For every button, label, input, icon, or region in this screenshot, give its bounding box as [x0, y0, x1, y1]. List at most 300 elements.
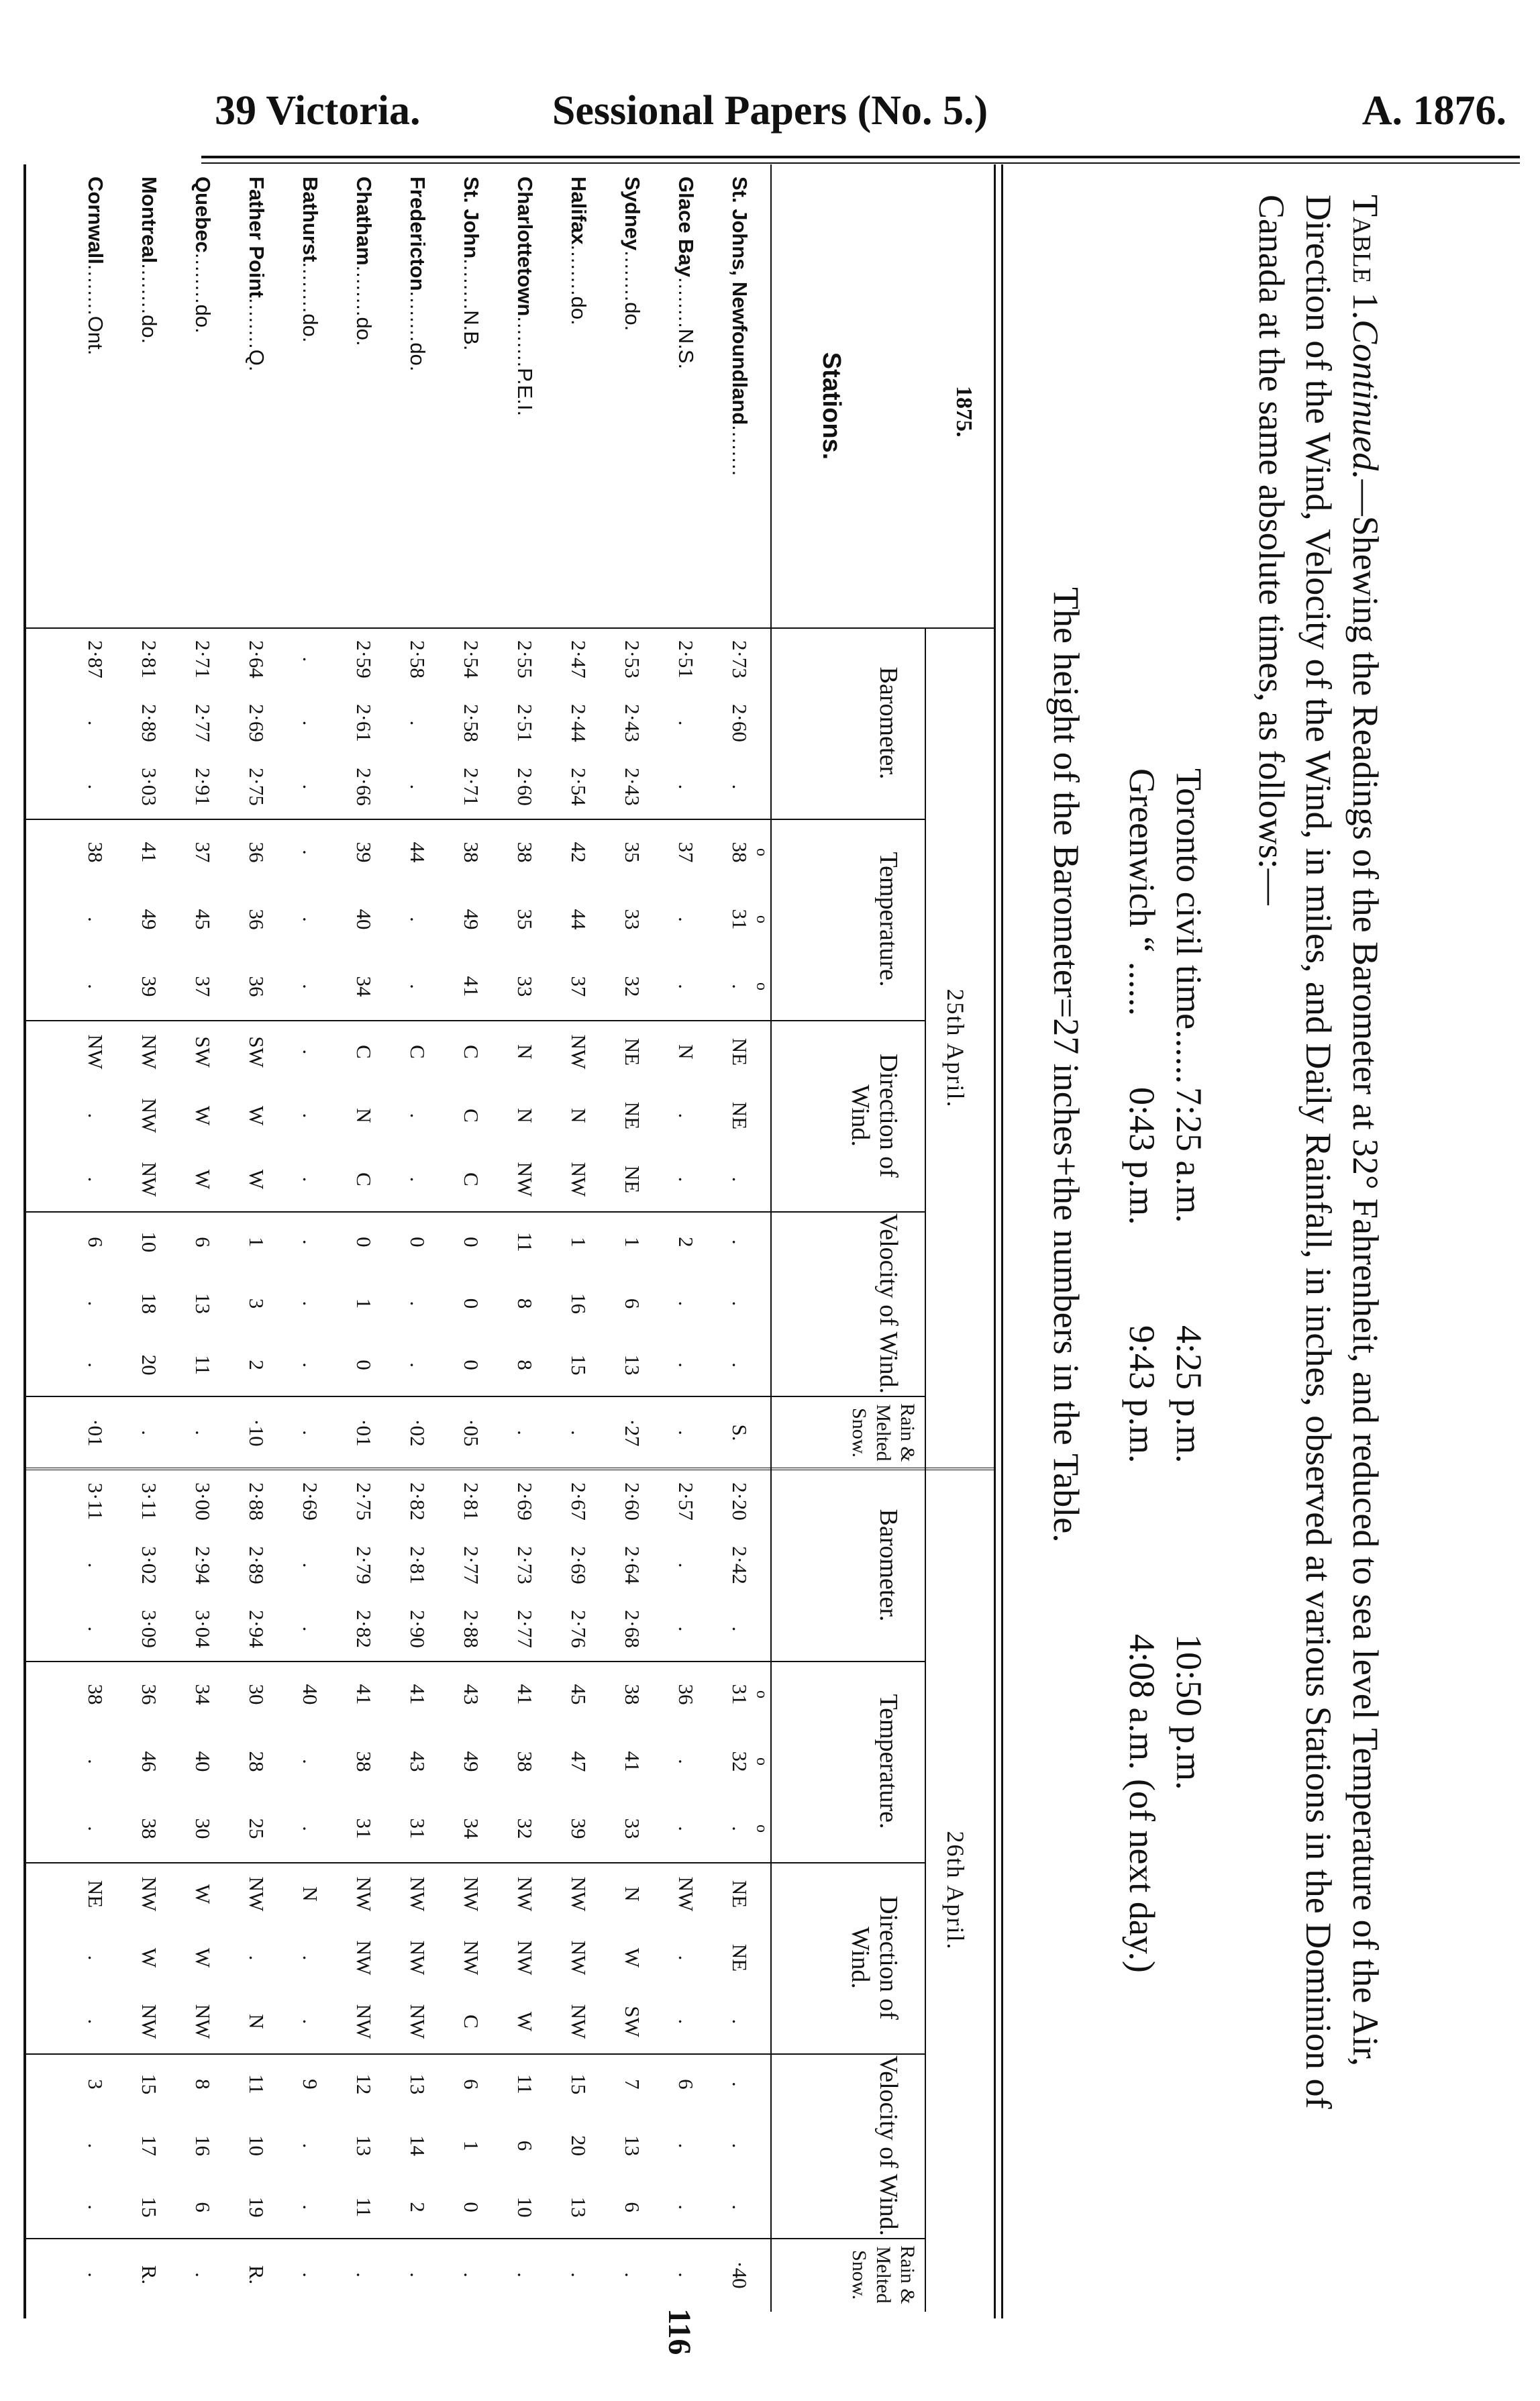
station-column-rule — [23, 627, 994, 629]
table-cell: 2·58 — [460, 704, 483, 742]
table-cell: 11 — [352, 2197, 376, 2218]
table-cell: . — [674, 784, 698, 790]
toronto-time-1: 7:25 a.m. — [1169, 1087, 1209, 1223]
table-cell: 2·54 — [567, 768, 591, 806]
weather-table — [23, 164, 1003, 2318]
table-cell: 6 — [84, 1237, 107, 1247]
table-cell: C — [406, 1045, 429, 1059]
table-cell: NW — [674, 1876, 698, 1912]
table-cell: . — [674, 1826, 698, 1831]
table-cell: 36 — [245, 841, 268, 863]
province-label: do. — [406, 342, 429, 372]
table-cell: 2·69 — [245, 704, 268, 742]
rain-cell: ·27 — [621, 1419, 644, 1447]
station-label: Chatham — [352, 176, 376, 266]
table-cell: 2 — [674, 1237, 698, 1247]
table-cell: 2·60 — [621, 1482, 644, 1521]
station-name — [352, 176, 376, 346]
rain-cell: . — [513, 2272, 537, 2278]
table-cell: 2·87 — [84, 640, 107, 678]
table-cell: 36 — [674, 1684, 698, 1705]
table-cell: NW — [191, 2004, 215, 2039]
table-cell: 2·53 — [621, 640, 644, 678]
table-cell: 3·02 — [138, 1546, 161, 1584]
province-label: N.S. — [674, 328, 698, 370]
table-cell: 3·03 — [138, 768, 161, 806]
table-cell: . — [674, 720, 698, 726]
table-cell: 38 — [728, 841, 752, 863]
leader-dots: ........ — [245, 297, 268, 350]
table-cell: 3·09 — [138, 1610, 161, 1648]
period-label: 26th April. — [942, 1831, 969, 1951]
station-name — [244, 176, 268, 371]
table-cell: NW — [406, 1940, 429, 1976]
table-top-rule — [994, 164, 1003, 2318]
table-cell: . — [674, 2143, 698, 2149]
table-cell: 7 — [621, 2079, 644, 2090]
table-cell: 2·71 — [460, 768, 483, 806]
table-cell: 1 — [460, 2140, 483, 2151]
table-cell: N — [513, 1108, 537, 1123]
table-cell: 6 — [674, 2079, 698, 2090]
table-cell: 45 — [567, 1684, 591, 1705]
table-cell: NW — [138, 1034, 161, 1070]
rain-cell: . — [299, 2272, 322, 2278]
table-cell: 2 — [245, 1360, 268, 1370]
table-cell: 15 — [138, 2074, 161, 2095]
table-cell: . — [728, 1362, 752, 1368]
station-label: Quebec — [191, 176, 215, 253]
table-cell: W — [138, 1947, 161, 1968]
table-cell: C — [460, 1045, 483, 1059]
station-name — [620, 176, 644, 331]
table-cell: 2 — [406, 2202, 429, 2212]
table-cell: NW — [567, 1876, 591, 1912]
table-cell: . — [674, 1113, 698, 1119]
table-cell: 2·94 — [245, 1610, 268, 1648]
table-cell: NW — [352, 1940, 376, 1976]
table-cell: 8 — [513, 1298, 537, 1309]
table-cell: NW — [352, 2004, 376, 2039]
table-cell: 6 — [191, 2202, 215, 2212]
table-cell: . — [84, 2143, 107, 2149]
table-cell: . — [299, 1239, 322, 1245]
table-cell: 20 — [567, 2135, 591, 2156]
table-cell: . — [406, 984, 429, 989]
table-cell: NE — [728, 1880, 752, 1908]
table-cell: 32 — [621, 976, 644, 997]
period-rule — [925, 1470, 926, 2312]
table-cell: . — [406, 1176, 429, 1182]
table-cell: . — [299, 1176, 322, 1182]
table-cell: 43 — [406, 1751, 429, 1772]
rain-cell: ·40 — [728, 2261, 752, 2289]
table-cell: 37 — [191, 841, 215, 863]
toronto-time-3: 10:50 p.m. — [1169, 1634, 1209, 1790]
table-cell: 2·64 — [621, 1546, 644, 1584]
table-cell: 31 — [728, 1684, 752, 1705]
table-cell: . — [84, 720, 107, 726]
province-label: N.B. — [460, 310, 483, 351]
station-name — [459, 176, 483, 350]
table-cell: NW — [513, 1940, 537, 1976]
rain-cell: ·01 — [84, 1419, 107, 1447]
column-head: Barometer. — [874, 1509, 903, 1622]
table-cell: 15 — [138, 2196, 161, 2218]
table-cell: 2·69 — [513, 1482, 537, 1521]
table-cell: 6 — [191, 1237, 215, 1247]
station-name — [191, 176, 215, 334]
table-cell: . — [299, 1955, 322, 1961]
station-label: Glace Bay — [674, 176, 698, 277]
table-cell: N — [674, 1044, 698, 1060]
table-cell: . — [406, 917, 429, 922]
table-cell: 2·77 — [191, 704, 215, 742]
table-cell: . — [84, 2204, 107, 2210]
table-cell: . — [84, 2019, 107, 2025]
table-cell: W — [191, 1105, 215, 1126]
table-cell: 10 — [513, 2196, 537, 2218]
table-cell: NW — [513, 1162, 537, 1197]
table-cell: . — [674, 1955, 698, 1961]
table-cell: NE — [728, 1037, 752, 1066]
header-title: Sessional Papers (No. 5.) — [552, 88, 988, 134]
station-label: St. Johns, Newfoundland — [728, 176, 752, 425]
table-cell: 33 — [513, 976, 537, 997]
province-label: do. — [299, 313, 322, 343]
rain-cell: . — [621, 2272, 644, 2278]
table-cell: 13 — [191, 1292, 215, 1314]
table-cell: 2·51 — [513, 704, 537, 742]
column-head: Rain & Melted Snow. — [848, 1403, 919, 1462]
table-cell: . — [299, 784, 322, 790]
table-cell: 35 — [621, 841, 644, 863]
table-cell: NW — [567, 2004, 591, 2039]
rain-cell: . — [674, 1430, 698, 1435]
table-cell: 37 — [567, 976, 591, 997]
table-cell: 0 — [460, 1360, 483, 1370]
table-cell: W — [513, 2011, 537, 2032]
province-label: do. — [352, 317, 376, 346]
table-cell: . — [728, 1300, 752, 1307]
table-cell: 25 — [245, 1818, 268, 1839]
table-cell: 6 — [621, 2202, 644, 2212]
table-cell: NW — [567, 1034, 591, 1070]
table-cell: N — [567, 1108, 591, 1123]
table-cell: NE — [728, 1943, 752, 1972]
province-label: Ont. — [84, 315, 107, 356]
table-cell: N — [299, 1886, 322, 1902]
table-cell: 39 — [138, 976, 161, 997]
table-cell: 35 — [513, 909, 537, 930]
table-cell: 32 — [513, 1818, 537, 1839]
rain-cell: . — [84, 2272, 107, 2278]
leader-dots: ........ — [460, 258, 483, 311]
leader-dots: ........ — [621, 250, 644, 303]
table-cell: C — [352, 1172, 376, 1186]
table-cell: 18 — [138, 1292, 161, 1314]
table-cell: . — [406, 1300, 429, 1307]
table-cell: 2·90 — [406, 1610, 429, 1648]
leader-dots: ........ — [674, 276, 698, 329]
table-cell: 2·64 — [245, 640, 268, 678]
table-cell: SW — [191, 1036, 215, 1068]
rain-cell: ·10 — [245, 1419, 268, 1447]
table-cell: 34 — [460, 1818, 483, 1839]
table-cell: 2·67 — [567, 1482, 591, 1521]
table-cell: 38 — [84, 1684, 107, 1705]
table-cell: 2·20 — [728, 1482, 752, 1521]
table-cell: 2·42 — [728, 1546, 752, 1584]
table-cell: 43 — [460, 1684, 483, 1705]
leader-dots: ........ — [728, 425, 752, 477]
table-cell: 1 — [621, 1237, 644, 1247]
table-cell: N — [621, 1886, 644, 1902]
table-cell: NW — [567, 1162, 591, 1197]
table-cell: . — [299, 1826, 322, 1831]
table-cell: . — [84, 1113, 107, 1119]
table-cell: NE — [621, 1037, 644, 1066]
leader-dots: ........ — [567, 244, 591, 297]
table-number: Table 1. — [1345, 195, 1386, 320]
table-cell: . — [299, 917, 322, 922]
table-cell: . — [299, 1300, 322, 1307]
table-cell: 34 — [352, 976, 376, 997]
table-cell: . — [674, 984, 698, 989]
station-name — [566, 176, 591, 325]
table-cell: 3·11 — [138, 1482, 161, 1521]
table-cell: 3 — [245, 1298, 268, 1309]
table-cell: 6 — [621, 1298, 644, 1309]
day-divider-rule — [23, 1468, 994, 1474]
table-cell: NW — [567, 1940, 591, 1976]
table-cell: 2·60 — [728, 704, 752, 742]
table-cell: . — [406, 720, 429, 726]
station-label: Father Point — [245, 176, 268, 298]
table-cell: SW — [621, 2006, 644, 2037]
table-cell: 2·81 — [406, 1546, 429, 1584]
table-cell: 2·76 — [567, 1610, 591, 1648]
table-cell: NW — [406, 1876, 429, 1912]
table-cell: 0 — [406, 1237, 429, 1247]
table-cell: 13 — [406, 2074, 429, 2095]
table-cell: . — [674, 1626, 698, 1632]
degree-mark: o — [753, 848, 770, 856]
table-cell: . — [299, 1626, 322, 1632]
table-cell: 2·59 — [352, 640, 376, 678]
table-cell: . — [728, 2143, 752, 2149]
station-label: Charlottetown — [513, 176, 537, 317]
leader-dots: ........ — [352, 265, 376, 317]
table-bottom-rule — [23, 164, 26, 2318]
rain-cell: . — [352, 2272, 376, 2278]
province-label: do. — [138, 315, 161, 344]
toronto-label: Toronto civil time...... — [1169, 768, 1209, 1084]
station-name — [405, 176, 429, 372]
table-cell: 40 — [191, 1751, 215, 1772]
table-cell: . — [299, 984, 322, 989]
table-cell: 2·54 — [460, 640, 483, 678]
table-cell: 2·89 — [138, 704, 161, 742]
table-cell: . — [299, 850, 322, 855]
table-cell: 46 — [138, 1751, 161, 1772]
table-cell: . — [674, 1176, 698, 1182]
table-cell: 13 — [352, 2135, 376, 2156]
station-name — [298, 176, 322, 342]
subhead-rule — [770, 627, 772, 1470]
table-cell: 2·77 — [513, 1610, 537, 1648]
table-cell: 2·68 — [621, 1610, 644, 1648]
column-head: Rain & Melted Snow. — [848, 2245, 919, 2304]
degree-mark: o — [753, 1690, 770, 1698]
rain-cell: ·05 — [460, 1419, 483, 1447]
table-cell: 15 — [567, 2074, 591, 2095]
table-cell: . — [299, 2204, 322, 2210]
table-cell: 6 — [513, 2140, 537, 2151]
table-cell: 2·88 — [245, 1482, 268, 1521]
table-cell: . — [728, 984, 752, 989]
table-cell: NW — [513, 1876, 537, 1912]
province-label: P.E.I. — [513, 368, 537, 417]
table-cell: . — [299, 1562, 322, 1568]
table-cell: NW — [406, 2004, 429, 2039]
year-label: 1875. — [952, 386, 976, 438]
table-cell: . — [84, 1562, 107, 1568]
table-cell: . — [674, 2019, 698, 2025]
table-cell: 39 — [352, 841, 376, 863]
table-cell: . — [84, 984, 107, 989]
table-cell: 8 — [191, 2079, 215, 2090]
table-cell: 41 — [138, 841, 161, 863]
table-cell: 2·61 — [352, 704, 376, 742]
table-cell: . — [299, 1759, 322, 1764]
table-cell: 2·69 — [299, 1482, 322, 1521]
column-head: Velocity of Wind. — [874, 2055, 903, 2236]
greenwich-time-1: 0:43 p.m. — [1122, 1087, 1162, 1225]
leader-dots: ........ — [406, 291, 429, 343]
table-cell: 0 — [460, 2202, 483, 2212]
table-cell: 2·57 — [674, 1482, 698, 1521]
table-cell: 13 — [567, 2196, 591, 2218]
table-cell: 2·43 — [621, 704, 644, 742]
table-cell: . — [674, 2204, 698, 2210]
table-cell: 2·89 — [245, 1546, 268, 1584]
table-cell: . — [84, 1176, 107, 1182]
table-cell: 39 — [567, 1818, 591, 1839]
table-cell: 49 — [138, 909, 161, 930]
table-cell: NE — [621, 1165, 644, 1194]
table-cell: 31 — [406, 1818, 429, 1839]
rain-cell: . — [138, 1430, 161, 1435]
rain-cell: . — [406, 2272, 429, 2278]
table-cell: 0 — [460, 1298, 483, 1309]
station-label: Bathurst — [299, 176, 322, 262]
table-cell: . — [84, 784, 107, 790]
table-cell: . — [728, 2081, 752, 2087]
table-cell: 2·71 — [191, 640, 215, 678]
table-cell: 0 — [352, 1237, 376, 1247]
table-cell: SW — [245, 1036, 268, 1068]
table-cell: NE — [621, 1101, 644, 1130]
table-cell: NE — [728, 1101, 752, 1130]
rain-cell: . — [191, 2272, 215, 2278]
table-cell: 16 — [191, 2135, 215, 2156]
table-cell: 14 — [406, 2135, 429, 2156]
table-cell: 2·55 — [513, 640, 537, 678]
table-cell: 37 — [191, 976, 215, 997]
greenwich-label: Greenwich “ ...... — [1122, 768, 1162, 1016]
table-cell: . — [728, 1626, 752, 1632]
period-rule — [925, 627, 926, 1470]
rain-cell: . — [191, 1430, 215, 1435]
stations-header: Stations. — [817, 352, 845, 460]
table-cell: 19 — [245, 2196, 268, 2218]
table-cell: C — [352, 1045, 376, 1059]
table-cell: . — [84, 1759, 107, 1764]
subhead-rule — [770, 1470, 772, 2312]
province-label: do. — [191, 304, 215, 334]
table-cell: NW — [352, 1876, 376, 1912]
table-cell: 10 — [245, 2135, 268, 2156]
table-cell: 3·04 — [191, 1610, 215, 1648]
table-cell: 13 — [621, 1354, 644, 1376]
table-cell: . — [299, 1113, 322, 1119]
degree-mark: o — [753, 982, 770, 990]
table-cell: 2·75 — [352, 1482, 376, 1521]
table-cell: 0 — [352, 1360, 376, 1370]
table-cell: NW — [138, 1162, 161, 1197]
station-name — [674, 176, 698, 369]
station-label: Cornwall — [84, 176, 107, 264]
table-cell: . — [84, 917, 107, 922]
toronto-time-2: 4:25 p.m. — [1169, 1325, 1209, 1464]
table-cell: 2·73 — [728, 640, 752, 678]
station-name — [513, 176, 537, 416]
table-cell: N — [245, 2014, 268, 2029]
table-cell: 31 — [352, 1818, 376, 1839]
table-cell: 2·60 — [513, 768, 537, 806]
table-cell: W — [621, 1947, 644, 1968]
table-cell: 2·94 — [191, 1546, 215, 1584]
table-cell: . — [299, 720, 322, 726]
table-cell: 47 — [567, 1751, 591, 1772]
province-label: do. — [621, 302, 644, 331]
table-cell: . — [406, 1113, 429, 1119]
table-cell: 2·73 — [513, 1546, 537, 1584]
table-cell: . — [728, 2019, 752, 2025]
table-cell: . — [299, 1362, 322, 1368]
table-cell: 3·11 — [84, 1482, 107, 1521]
table-cell: 41 — [621, 1751, 644, 1772]
table-cell: 33 — [621, 909, 644, 930]
header-session: 39 Victoria. — [215, 88, 421, 134]
rain-cell: . — [567, 1430, 591, 1435]
table-cell: . — [84, 1955, 107, 1961]
table-cell: 1 — [567, 1237, 591, 1247]
table-cell: 15 — [567, 1354, 591, 1376]
column-head: Temperature. — [874, 852, 903, 987]
greenwich-time-3: 4:08 a.m. (of next day.) — [1122, 1634, 1162, 1973]
leader-dots: ........ — [191, 252, 215, 305]
table-cell: C — [460, 1109, 483, 1123]
table-cell: W — [245, 1169, 268, 1190]
table-cell: 9 — [299, 2079, 322, 2090]
table-cell: NW — [138, 1098, 161, 1133]
rain-cell: S. — [728, 1424, 752, 1441]
table-cell: 2·81 — [460, 1482, 483, 1521]
table-cell: 2·66 — [352, 768, 376, 806]
province-label: do. — [567, 296, 591, 325]
